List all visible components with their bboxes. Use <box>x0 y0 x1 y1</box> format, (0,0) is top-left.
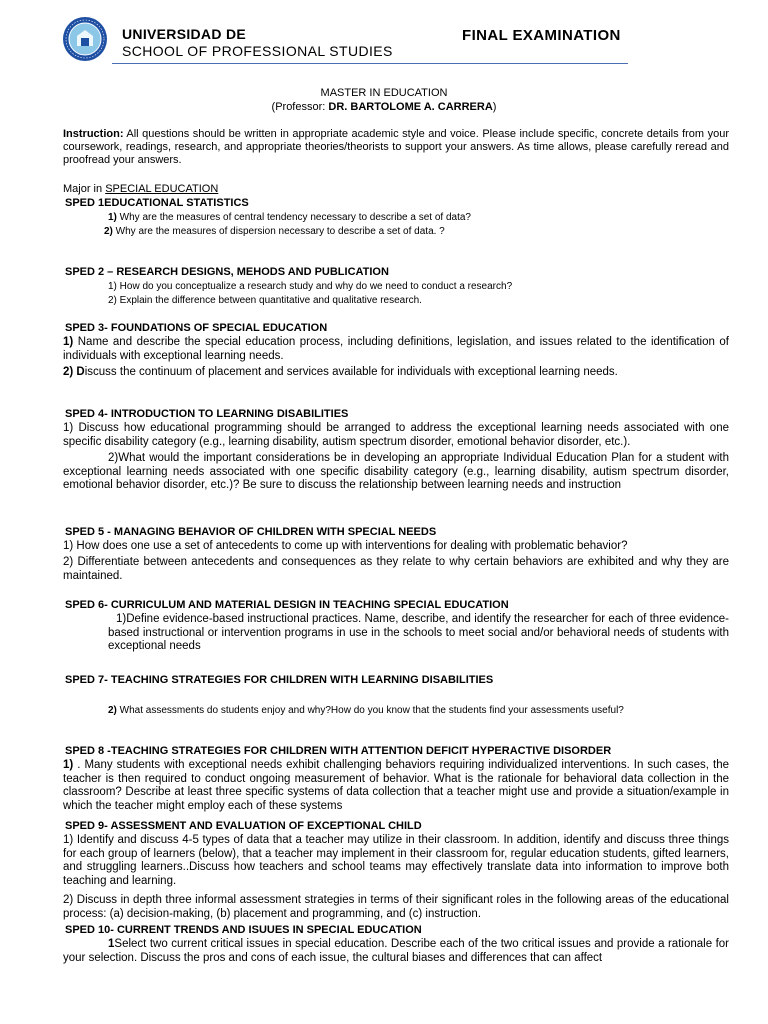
question-item: 1) Identify and discuss 4-5 types of data that a teacher may utilize in their classroom. In addition, identify and discuss three things for each group of learners (below), that a teacher may implement in their classroom for, regular education students, gifted learners, and struggling learners..Discuss how teachers and school teams may effectively translate data into information to improve both teaching and learning. <box>63 834 729 887</box>
section-heading: SPED 1EDUCATIONAL STATISTICS <box>65 197 249 209</box>
question-item: 1) How does one use a set of antecedents to come up with interventions for dealing with problematic behavior? <box>63 540 628 552</box>
instruction-paragraph: Instruction: All questions should be written in appropriate academic style and voice. Please include specific, concrete details from your coursework, readings, research, and appropriate theories/theorists to support your answers. As time allows, please carefully reread and proofread your answers. <box>63 128 729 167</box>
instruction-label: Instruction: <box>63 128 124 140</box>
question-item: 1)Define evidence-based instructional practices. Name, describe, and identify the researcher for each of three evidence-based instructional or intervention programs in use in the schools to meet social and/or behavioral needs of students with exceptional needs <box>108 613 729 652</box>
section-heading: SPED 10- CURRENT TRENDS AND ISUUES IN SPECIAL EDUCATION <box>65 924 422 936</box>
section-heading: SPED 5 - MANAGING BEHAVIOR OF CHILDREN WITH SPECIAL NEEDS <box>65 526 437 538</box>
program-title: MASTER IN EDUCATION <box>320 87 448 99</box>
school-name: SCHOOL OF PROFESSIONAL STUDIES <box>122 43 393 59</box>
question-item: 1) Name and describe the special education process, including definitions, legislation, and issues related to the identification of individuals with exceptional learning needs. <box>63 336 729 362</box>
question-item: 2) Discuss the continuum of placement and services available for individuals with exceptional learning needs. <box>63 366 618 378</box>
university-name: UNIVERSIDAD DE <box>122 26 246 42</box>
major-line: Major in SPECIAL EDUCATION <box>63 183 219 195</box>
section-heading: SPED 6- CURRICULUM AND MATERIAL DESIGN IN TEACHING SPECIAL EDUCATION <box>65 599 509 611</box>
question-item: 2) Why are the measures of dispersion necessary to describe a set of data. ? <box>104 226 445 237</box>
question-item: 2) What assessments do students enjoy and why?How do you know that the students find your assessments useful? <box>108 705 624 716</box>
header-divider <box>112 63 628 64</box>
university-seal-logo <box>62 16 108 62</box>
professor-name: DR. BARTOLOME A. CARRERA <box>328 101 493 113</box>
question-item: 1) Discuss how educational programming should be arranged to address the exceptional learning needs associated with one specific disability category (e.g., learning disability, autism spectrum disorder, emotional behavior disorder, etc.). <box>63 422 729 448</box>
section-heading: SPED 9- ASSESSMENT AND EVALUATION OF EXCEPTIONAL CHILD <box>65 820 422 832</box>
section-heading: SPED 3- FOUNDATIONS OF SPECIAL EDUCATION <box>65 322 328 334</box>
question-item: 1) How do you conceptualize a research study and why do we need to conduct a research? <box>108 281 513 292</box>
section-heading: SPED 7- TEACHING STRATEGIES FOR CHILDREN WITH LEARNING DISABILITIES <box>65 674 494 686</box>
major-value: SPECIAL EDUCATION <box>105 183 219 195</box>
question-item: 2)What would the important considerations be in developing an appropriate Individual Education Plan for a student with exceptional learning needs associated with one specific disability category (e.g., learning disability, autism spectrum disorder, emotional behavior disorder, etc.)? Be sure to discuss the relationship between learning needs and instruction <box>63 452 729 491</box>
exam-title: FINAL EXAMINATION <box>462 27 621 44</box>
question-item: 1) . Many students with exceptional needs exhibit challenging behaviors requiring individualized interventions. In such cases, the teacher is then required to conduct ongoing measurement of behavior. What is the rationale for behavioral data collection in the classroom? Describe at least three specific systems of data collection that a teacher might use and provide a situation/example in which the teacher might employ each of these systems <box>63 759 729 812</box>
question-item: 1Select two current critical issues in special education. Describe each of the two critical issues and provide a rationale for your selection. Discuss the pros and cons of each issue, the cultural biases and differences that can affect <box>63 938 729 964</box>
section-heading: SPED 8 -TEACHING STRATEGIES FOR CHILDREN WITH ATTENTION DEFICIT HYPERACTIVE DISORDER <box>65 745 612 757</box>
section-heading: SPED 4- INTRODUCTION TO LEARNING DISABILITIES <box>65 408 349 420</box>
question-item: 2) Explain the difference between quantitative and qualitative research. <box>108 295 422 306</box>
question-item: 2) Discuss in depth three informal assessment strategies in terms of their significant roles in the following areas of the educational process: (a) decision-making, (b) placement and programming, and (c) instruction. <box>63 894 729 920</box>
professor-line: (Professor: DR. BARTOLOME A. CARRERA) <box>271 101 497 113</box>
question-item: 2) Differentiate between antecedents and consequences as they relate to why certain behaviors are exhibited and why they are maintained. <box>63 556 729 582</box>
section-heading: SPED 2 – RESEARCH DESIGNS, MEHODS AND PUBLICATION <box>65 266 389 278</box>
question-item: 1) Why are the measures of central tendency necessary to describe a set of data? <box>108 212 471 223</box>
